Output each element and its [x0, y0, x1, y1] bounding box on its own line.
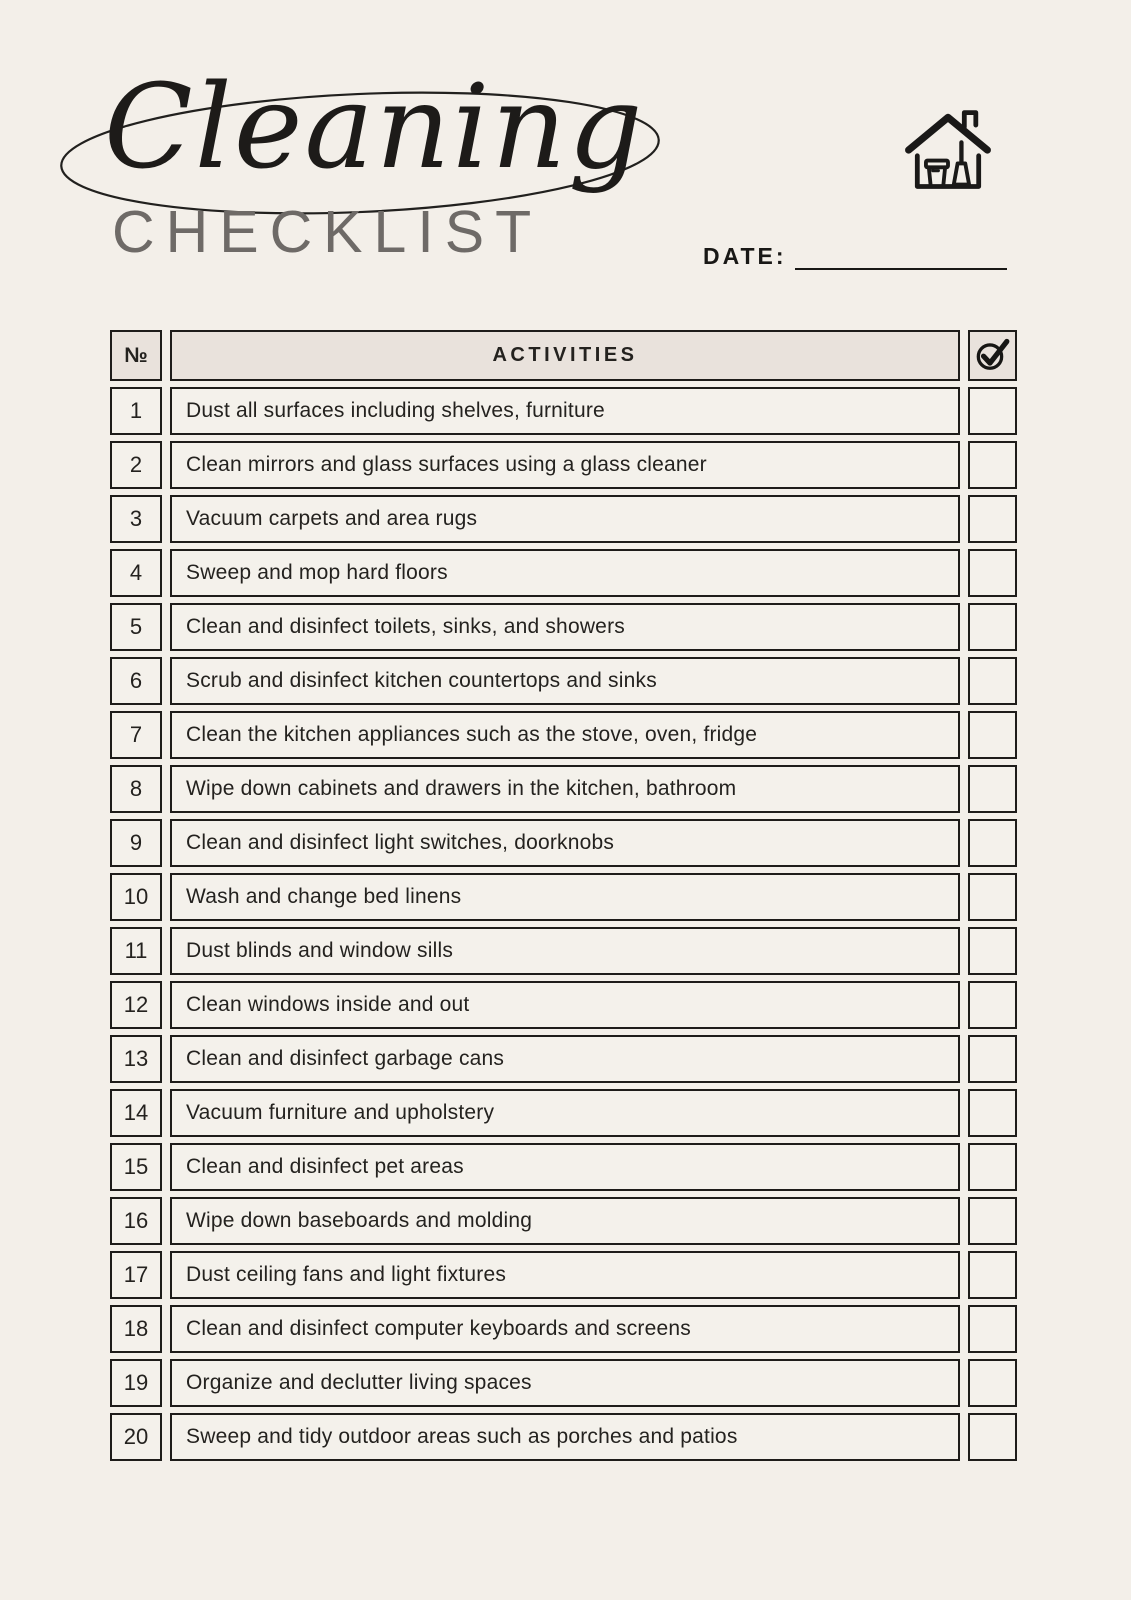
activity-text: Clean the kitchen appliances such as the stove, oven, fridge — [170, 711, 960, 759]
table-body — [110, 387, 1017, 1461]
table-row — [110, 441, 1017, 489]
table-row — [110, 981, 1017, 1029]
table-row — [110, 1413, 1017, 1461]
checkbox[interactable] — [968, 1305, 1017, 1353]
checkbox[interactable] — [968, 1359, 1017, 1407]
activity-text: Clean and disinfect computer keyboards and screens — [170, 1305, 960, 1353]
activity-text: Clean and disinfect toilets, sinks, and showers — [170, 603, 960, 651]
activity-text: Clean and disinfect pet areas — [170, 1143, 960, 1191]
activity-text: Dust blinds and window sills — [170, 927, 960, 975]
activity-text: Organize and declutter living spaces — [170, 1359, 960, 1407]
checkbox[interactable] — [968, 495, 1017, 543]
date-input-line[interactable] — [795, 246, 1007, 270]
activity-text: Clean and disinfect garbage cans — [170, 1035, 960, 1083]
activity-text: Sweep and tidy outdoor areas such as porches and patios — [170, 1413, 960, 1461]
checkbox[interactable] — [968, 549, 1017, 597]
activity-text: Scrub and disinfect kitchen countertops and sinks — [170, 657, 960, 705]
table-row — [110, 549, 1017, 597]
row-number: 19 — [110, 1359, 162, 1407]
table-row — [110, 873, 1017, 921]
col-header-done — [968, 330, 1017, 381]
table-row — [110, 765, 1017, 813]
date-block — [703, 243, 1007, 270]
table-row — [110, 1035, 1017, 1083]
checkbox[interactable] — [968, 1143, 1017, 1191]
row-number: 1 — [110, 387, 162, 435]
checkbox[interactable] — [968, 1413, 1017, 1461]
activity-text: Sweep and mop hard floors — [170, 549, 960, 597]
table-row — [110, 387, 1017, 435]
checkbox[interactable] — [968, 873, 1017, 921]
date-label: DATE: — [703, 243, 787, 269]
table-row — [110, 657, 1017, 705]
table-row — [110, 927, 1017, 975]
checkbox[interactable] — [968, 1089, 1017, 1137]
table-row — [110, 1251, 1017, 1299]
activity-text: Wash and change bed linens — [170, 873, 960, 921]
activity-text: Dust ceiling fans and light fixtures — [170, 1251, 960, 1299]
row-number: 10 — [110, 873, 162, 921]
row-number: 15 — [110, 1143, 162, 1191]
activity-text: Clean mirrors and glass surfaces using a glass cleaner — [170, 441, 960, 489]
checkbox[interactable] — [968, 1197, 1017, 1245]
row-number: 5 — [110, 603, 162, 651]
col-header-activities: ACTIVITIES — [170, 330, 960, 381]
col-header-number: № — [110, 330, 162, 381]
table-row — [110, 711, 1017, 759]
checkbox[interactable] — [968, 819, 1017, 867]
row-number: 8 — [110, 765, 162, 813]
activity-text: Clean and disinfect light switches, doorknobs — [170, 819, 960, 867]
checkbox[interactable] — [968, 603, 1017, 651]
row-number: 16 — [110, 1197, 162, 1245]
activity-text: Vacuum furniture and upholstery — [170, 1089, 960, 1137]
table-header-row — [110, 330, 1017, 381]
house-cleaning-icon — [900, 104, 996, 198]
checkbox[interactable] — [968, 441, 1017, 489]
row-number: 9 — [110, 819, 162, 867]
row-number: 7 — [110, 711, 162, 759]
table-row — [110, 1089, 1017, 1137]
checkbox[interactable] — [968, 387, 1017, 435]
checkbox[interactable] — [968, 981, 1017, 1029]
table-row — [110, 495, 1017, 543]
row-number: 2 — [110, 441, 162, 489]
activity-text: Clean windows inside and out — [170, 981, 960, 1029]
table-row — [110, 603, 1017, 651]
checkbox[interactable] — [968, 1035, 1017, 1083]
row-number: 20 — [110, 1413, 162, 1461]
row-number: 18 — [110, 1305, 162, 1353]
checkbox[interactable] — [968, 765, 1017, 813]
check-circle-icon — [974, 336, 1012, 372]
row-number: 13 — [110, 1035, 162, 1083]
table-row — [110, 819, 1017, 867]
row-number: 14 — [110, 1089, 162, 1137]
table-row — [110, 1359, 1017, 1407]
page-title-caps: CHECKLIST — [112, 199, 543, 265]
checkbox[interactable] — [968, 927, 1017, 975]
checkbox[interactable] — [968, 1251, 1017, 1299]
table-row — [110, 1143, 1017, 1191]
row-number: 6 — [110, 657, 162, 705]
checkbox[interactable] — [968, 657, 1017, 705]
row-number: 17 — [110, 1251, 162, 1299]
row-number: 12 — [110, 981, 162, 1029]
activity-text: Wipe down cabinets and drawers in the kitchen, bathroom — [170, 765, 960, 813]
row-number: 4 — [110, 549, 162, 597]
activity-text: Vacuum carpets and area rugs — [170, 495, 960, 543]
table-row — [110, 1305, 1017, 1353]
row-number: 3 — [110, 495, 162, 543]
page-title-script: Cleaning — [104, 60, 645, 195]
row-number: 11 — [110, 927, 162, 975]
checkbox[interactable] — [968, 711, 1017, 759]
checklist-table — [110, 330, 1017, 1461]
activity-text: Dust all surfaces including shelves, furniture — [170, 387, 960, 435]
activity-text: Wipe down baseboards and molding — [170, 1197, 960, 1245]
table-row — [110, 1197, 1017, 1245]
